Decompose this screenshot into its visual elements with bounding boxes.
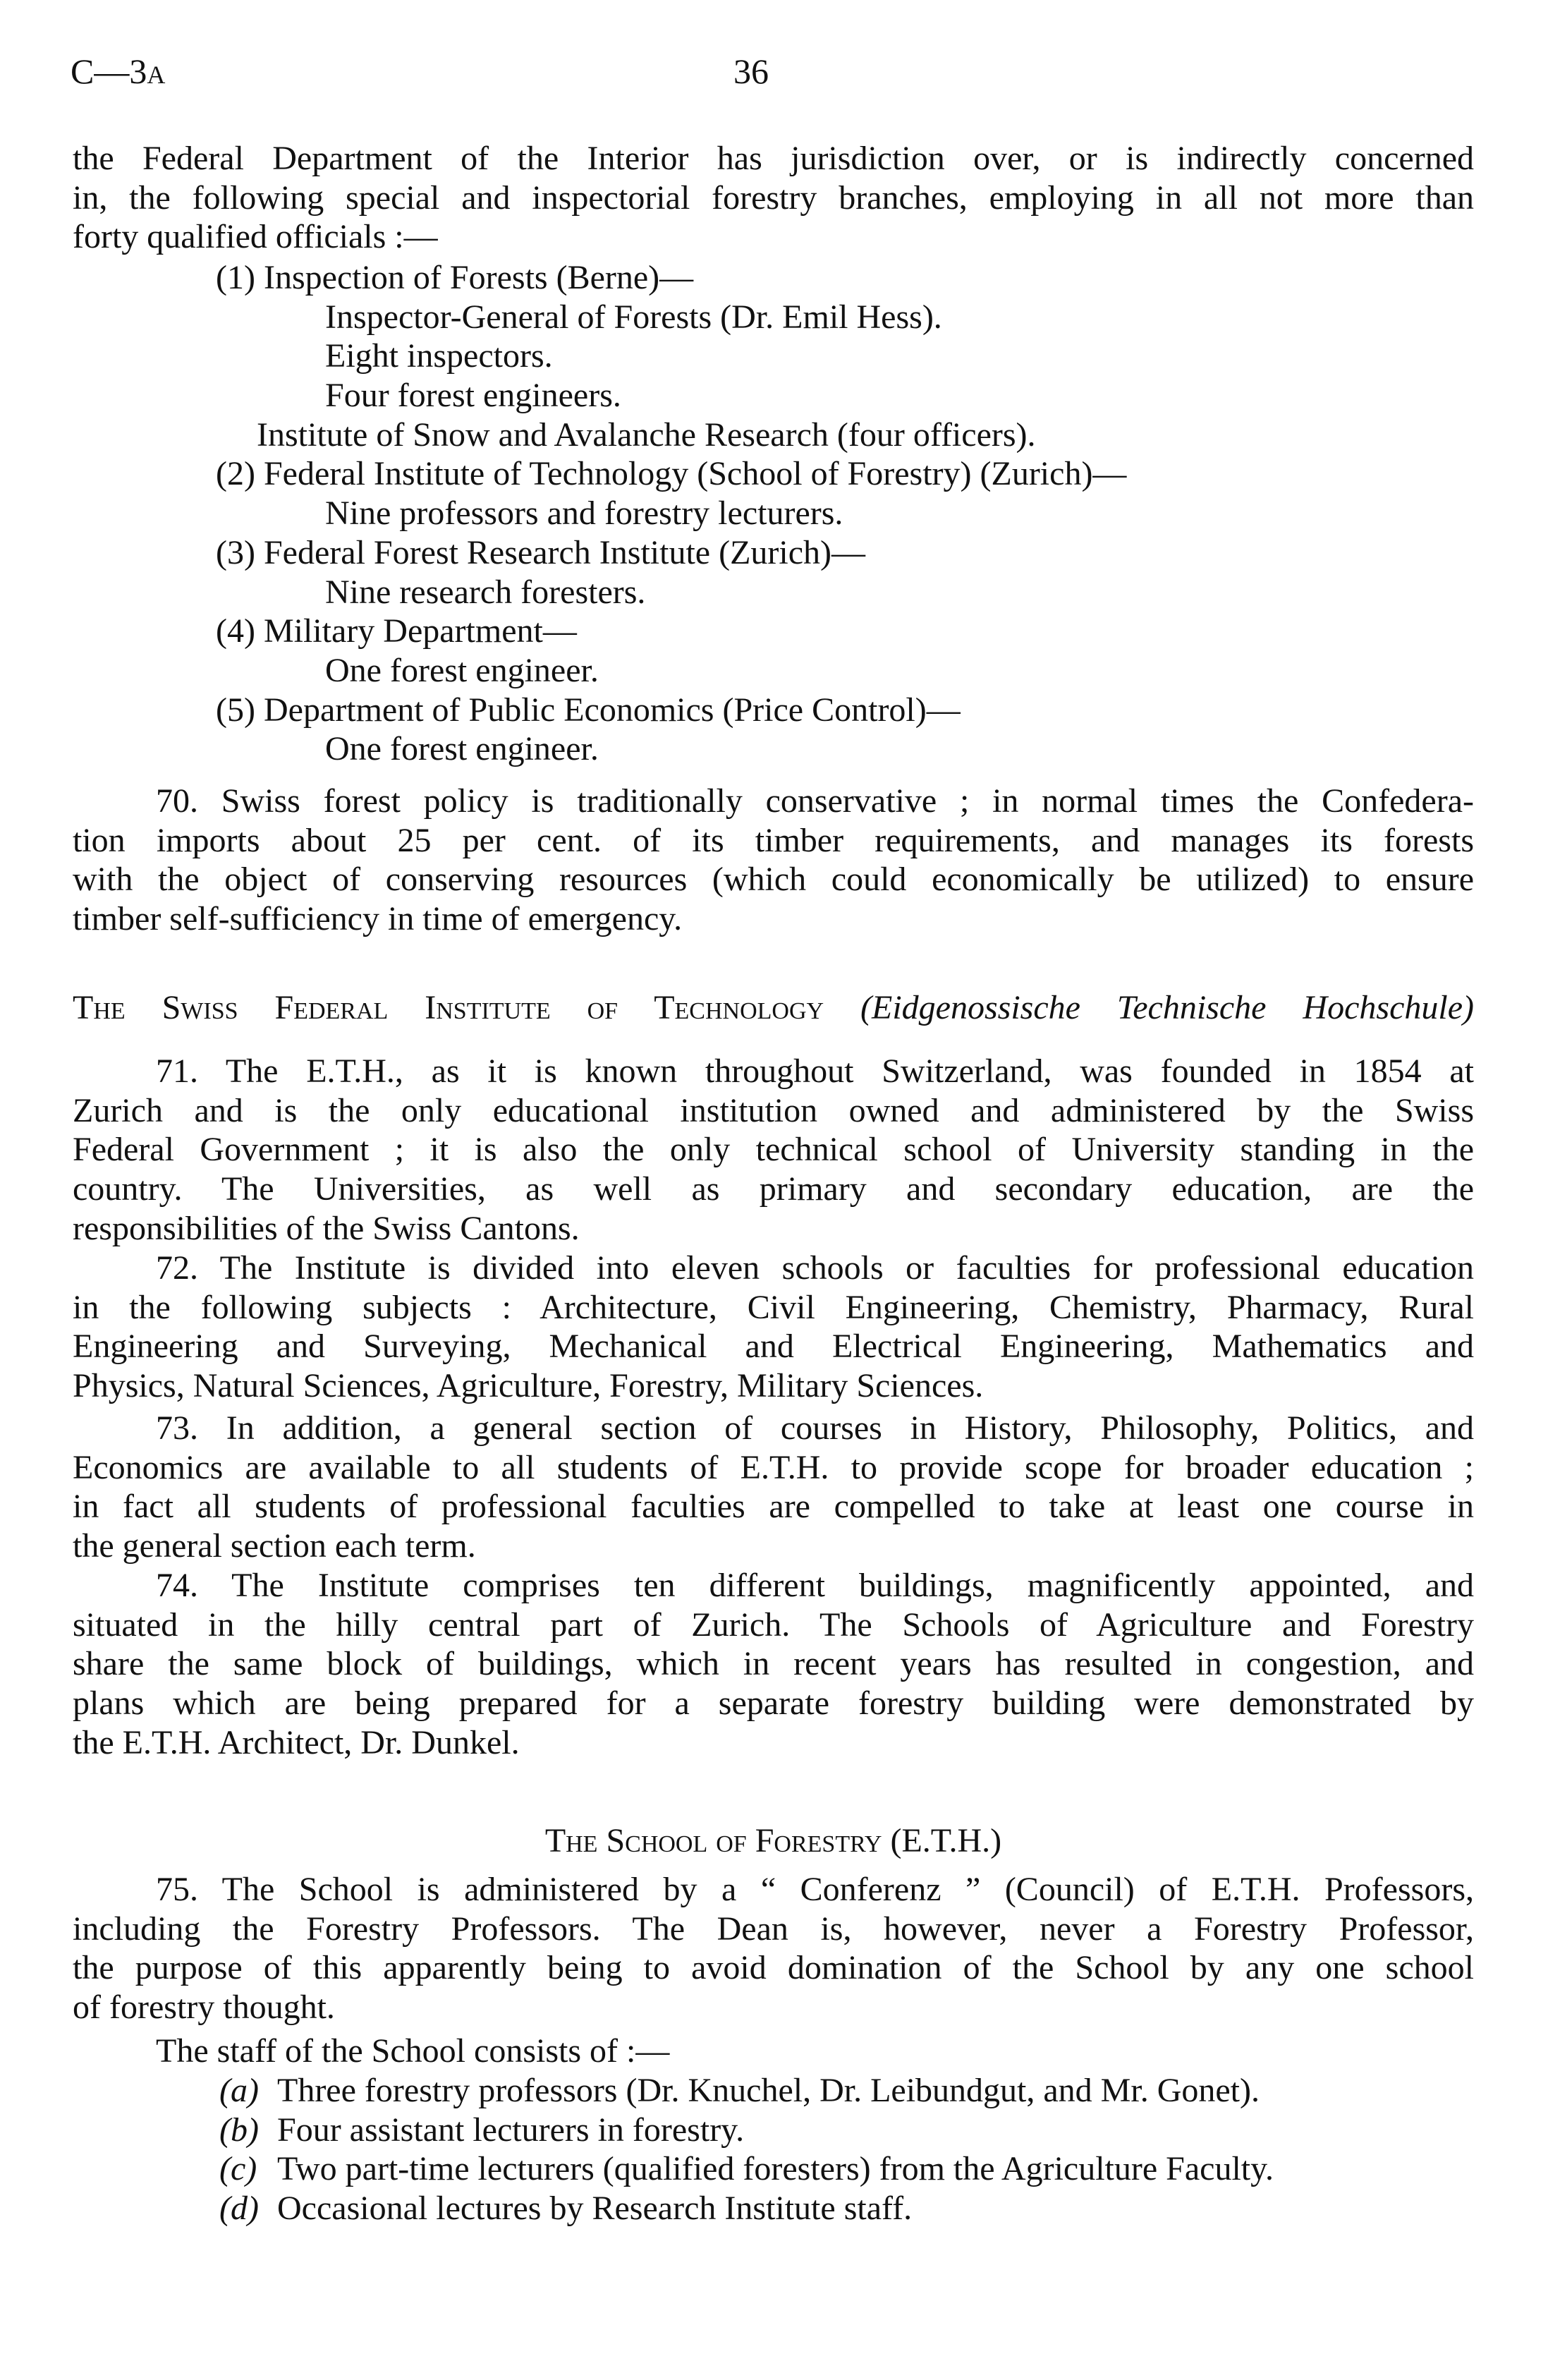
section-heading-school — [73, 1821, 1474, 1861]
branch-list-item: (5) Department of Public Economics (Price Control)— — [216, 691, 961, 729]
branch-list-item: Four forest engineers. — [325, 377, 621, 415]
paragraph-73 — [73, 1409, 1474, 1566]
text-line: situated in the hilly central part of Zurich. The Schools of Agriculture and Forestry — [73, 1605, 1474, 1644]
text-line: timber self-sufficiency in time of emergency. — [73, 900, 683, 938]
branch-list-item: Nine professors and forestry lecturers. — [325, 494, 843, 533]
text-line: Physics, Natural Sciences, Agriculture, Forestry, Military Sciences. — [73, 1367, 984, 1405]
intro-paragraph — [73, 139, 1474, 257]
item-text: Four assistant lecturers in forestry. — [277, 2111, 745, 2149]
branch-list-item: Eight inspectors. — [325, 337, 553, 375]
text-line: responsibilities of the Swiss Cantons. — [73, 1209, 580, 1247]
text-line: tion imports about 25 per cent. of its timber requirements, and manages its forests — [73, 821, 1474, 859]
branch-list-item: Inspector-General of Forests (Dr. Emil Hess). — [325, 298, 942, 336]
text-line: in the following subjects : Architecture, Civil Engineering, Chemistry, Pharmacy, Rural — [73, 1288, 1474, 1326]
section-heading-eth — [73, 988, 1474, 1028]
heading-subtitle: (Eidgenossische Technische Hochschule) — [860, 989, 1474, 1026]
text-line: share the same block of buildings, which in recent years has resulted in congestion, and — [73, 1645, 1474, 1683]
text-line: the purpose of this apparently being to avoid domination of the School by any one school — [73, 1949, 1474, 1987]
text-line: 75. The School is administered by a “ Conferenz ” (Council) of E.T.H. Professors, — [156, 1871, 1474, 1908]
text-line: 73. In addition, a general section of courses in History, Philosophy, Politics, and — [156, 1409, 1474, 1447]
paragraph-70 — [73, 782, 1474, 939]
text-line: forty qualified officials :— — [73, 218, 438, 256]
text-line: in fact all students of professional faculties are compelled to take at least one course in — [73, 1488, 1474, 1526]
branch-list-item: (1) Inspection of Forests (Berne)— — [216, 259, 694, 296]
text-line: in, the following special and inspectorial forestry branches, employing in all not more than — [73, 178, 1474, 217]
staff-list-item — [73, 2189, 1474, 2228]
heading-title: The Swiss Federal Institute of Technology — [73, 989, 824, 1026]
staff-list-item — [73, 2149, 1474, 2189]
item-text: Three forestry professors (Dr. Knuchel, Dr. Leibundgut, and Mr. Gonet). — [277, 2072, 1260, 2109]
text-line: 72. The Institute is divided into eleven schools or faculties for professional education — [156, 1249, 1474, 1287]
item-label: (d) — [219, 2190, 259, 2228]
text-line: 74. The Institute comprises ten different buildings, magnificently appointed, and — [156, 1567, 1474, 1604]
paragraph-74 — [73, 1566, 1474, 1762]
paragraph-75 — [73, 1870, 1474, 2027]
branch-list-item: One forest engineer. — [325, 730, 599, 768]
branch-list-item: Institute of Snow and Avalanche Research (four officers). — [257, 415, 1036, 454]
staff-list — [73, 2071, 1474, 2228]
branch-list-item: One forest engineer. — [325, 651, 599, 689]
text-line: the Federal Department of the Interior has jurisdiction over, or is indirectly concerned — [73, 140, 1474, 177]
text-line: country. The Universities, as well as primary and secondary education, are the — [73, 1170, 1474, 1208]
text-line: the general section each term. — [73, 1527, 476, 1565]
staff-list-item — [73, 2111, 1474, 2150]
staff-intro — [73, 2032, 1474, 2071]
text-line: 71. The E.T.H., as it is known throughout Switzerland, was founded in 1854 at — [156, 1052, 1474, 1090]
text-line: 70. Swiss forest policy is traditionally conservative ; in normal times the Confedera- — [156, 782, 1474, 820]
page-number: 36 — [733, 51, 769, 91]
branch-list-item: (2) Federal Institute of Technology (School of Forestry) (Zurich)— — [216, 455, 1127, 493]
text-line: Economics are available to all students of E.T.H. to provide scope for broader education ; — [73, 1448, 1474, 1486]
text-line: with the object of conserving resources (which could economically be utilized) to ensure — [73, 861, 1474, 899]
item-label: (c) — [219, 2150, 257, 2188]
text-line: Engineering and Surveying, Mechanical and Electrical Engineering, Mathematics and — [73, 1328, 1474, 1366]
text-line: of forestry thought. — [73, 1989, 335, 2027]
branch-list-item: Nine research foresters. — [325, 573, 646, 611]
branch-list-item: (4) Military Department— — [216, 612, 577, 650]
item-text: Occasional lectures by Research Institute staff. — [277, 2190, 913, 2228]
item-text: Two part-time lecturers (qualified foresters) from the Agriculture Faculty. — [277, 2150, 1274, 2188]
heading-title: The School of Forestry — [544, 1822, 882, 1859]
text-line: the E.T.H. Architect, Dr. Dunkel. — [73, 1723, 520, 1761]
item-label: (a) — [219, 2072, 259, 2109]
text-line: including the Forestry Professors. The Dean is, however, never a Forestry Professor, — [73, 1910, 1474, 1948]
item-label: (b) — [219, 2111, 259, 2149]
paragraph-71 — [73, 1052, 1474, 1248]
series-number: 3 — [129, 51, 147, 91]
staff-intro-text: The staff of the School consists of :— — [156, 2032, 670, 2070]
branch-list-item: (3) Federal Forest Research Institute (Zurich)— — [216, 533, 866, 571]
document-series-code — [71, 51, 165, 92]
text-line: Zurich and is the only educational institution owned and administered by the Swiss — [73, 1091, 1474, 1129]
text-line: plans which are being prepared for a separate forestry building were demonstrated by — [73, 1684, 1474, 1723]
series-prefix: C— — [71, 51, 130, 91]
text-line: Federal Government ; it is also the only technical school of University standing in the — [73, 1131, 1474, 1169]
heading-suffix: (E.T.H.) — [890, 1822, 1002, 1859]
branches-list — [73, 258, 1474, 769]
staff-list-item — [73, 2071, 1474, 2111]
series-suffix: A — [147, 61, 166, 89]
paragraph-72 — [73, 1249, 1474, 1406]
